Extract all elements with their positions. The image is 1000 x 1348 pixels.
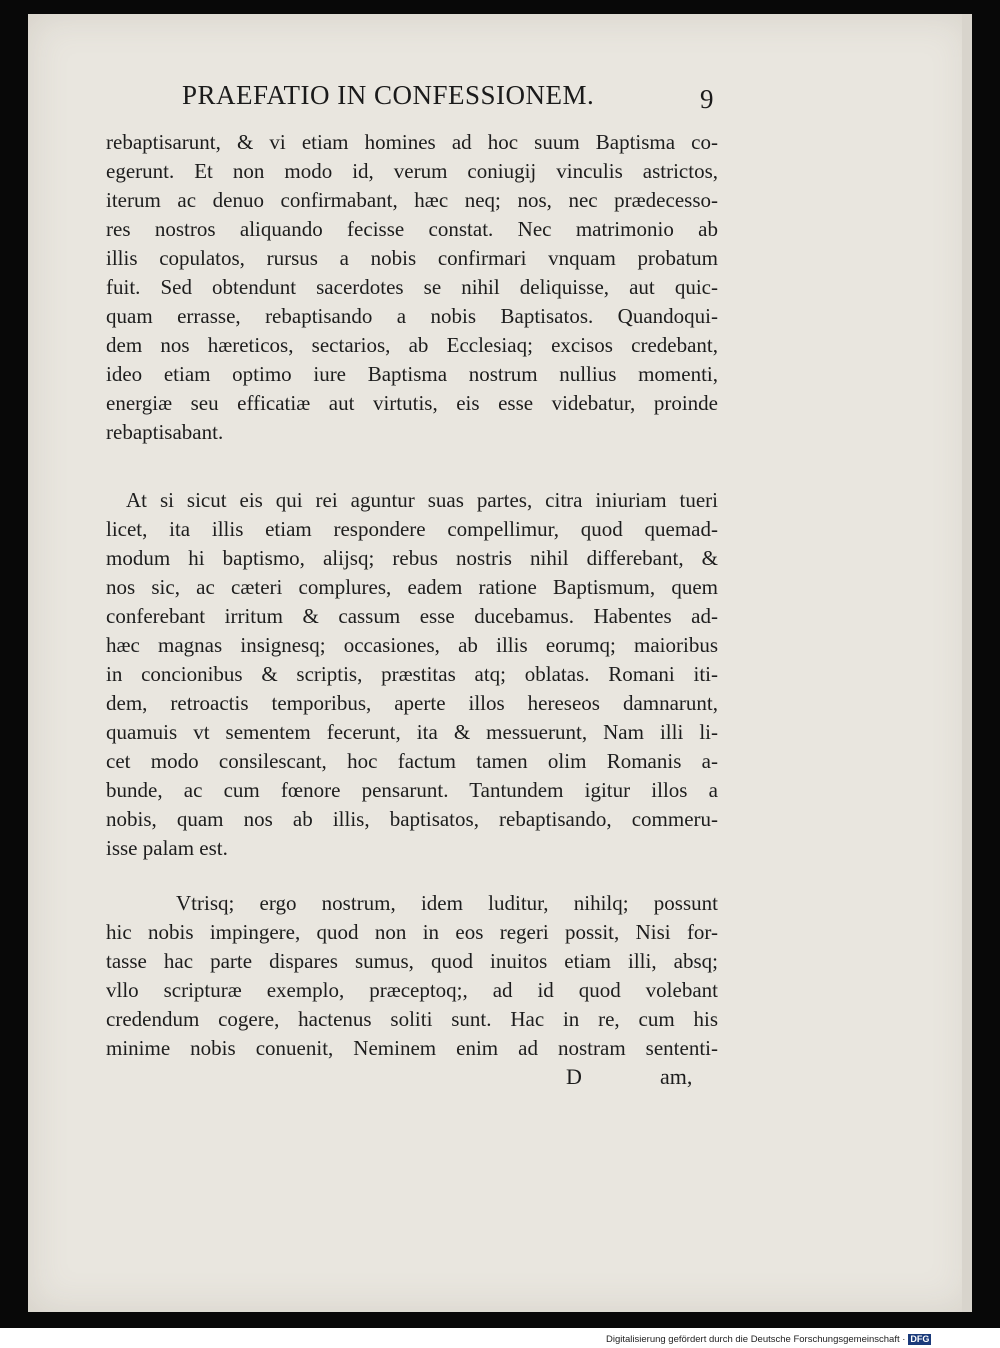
paragraph-3 <box>106 889 718 1063</box>
text-line: hæc magnas insignesq; occasiones, ab illis eorumq; maioribus <box>106 633 718 657</box>
book-page <box>28 14 972 1312</box>
text-line: quamuis vt sementem fecerunt, ita & messuerunt, Nam illi li- <box>106 720 718 744</box>
text-line: dem nos hæreticos, sectarios, ab Ecclesiaq; excisos credebant, <box>106 333 718 357</box>
text-line: in concionibus & scriptis, præstitas atq; oblatas. Romani iti- <box>106 662 718 686</box>
text-line: cet modo consilescant, hoc factum tamen olim Romanis a- <box>106 749 718 773</box>
catchword: am, <box>660 1064 693 1089</box>
text-line: credendum cogere, hactenus soliti sunt. Hac in re, cum his <box>106 1007 718 1031</box>
text-line: energiæ seu efficatiæ aut virtutis, eis esse videbatur, proinde <box>106 391 718 415</box>
paragraph-2 <box>106 486 718 863</box>
text-line: iterum ac denuo confirmabant, hæc neq; nos, nec prædecesso- <box>106 188 718 212</box>
text-line: bunde, ac cum fœnore pensarunt. Tantundem igitur illos a <box>106 778 718 802</box>
signature-mark: D <box>566 1064 582 1089</box>
text-line: tasse hac parte dispares sumus, quod inuitos etiam illi, absq; <box>106 949 718 973</box>
text-line: ideo etiam optimo iure Baptisma nostrum nullius momenti, <box>106 362 718 386</box>
text-line: res nostros aliquando fecisse constat. Nec matrimonio ab <box>106 217 718 241</box>
text-line: rebaptisarunt, & vi etiam homines ad hoc suum Baptisma co- <box>106 130 718 154</box>
folio-mark: 9 <box>700 84 714 114</box>
digitization-credit <box>606 1334 931 1345</box>
text-line: egerunt. Et non modo id, verum coniugij vinculis astrictos, <box>106 159 718 183</box>
text-line: licet, ita illis etiam respondere compellimur, quod quemad- <box>106 517 718 541</box>
text-line: modum hi baptismo, alijsq; rebus nostris nihil differebant, & <box>106 546 718 570</box>
text-line: rebaptisabant. <box>106 420 224 444</box>
running-title: PRAEFATIO IN CONFESSIONEM. <box>182 80 595 110</box>
page-edge <box>962 14 972 1312</box>
text-line: dem, retroactis temporibus, aperte illos hereseos damnarunt, <box>106 691 718 715</box>
text-line: conferebant irritum & cassum esse ducebamus. Habentes ad- <box>106 604 718 628</box>
credit-text: Digitalisierung gefördert durch die Deutsche Forschungsgemeinschaft · <box>606 1334 906 1346</box>
text-line: vllo scripturæ exemplo, præceptoq;, ad id quod volebant <box>106 978 718 1002</box>
text-line: Vtrisq; ergo nostrum, idem luditur, nihilq; possunt <box>176 891 718 915</box>
text-line: hic nobis impingere, quod non in eos regeri possit, Nisi for- <box>106 920 718 944</box>
text-line: nobis, quam nos ab illis, baptisatos, rebaptisando, commeru- <box>106 807 718 831</box>
text-line: nos sic, ac cæteri complures, eadem ratione Baptismum, quem <box>106 575 718 599</box>
dfg-logo-icon: DFG <box>910 1334 930 1344</box>
text-line: quam errasse, rebaptisando a nobis Baptisatos. Quandoqui- <box>106 304 718 328</box>
text-line: fuit. Sed obtendunt sacerdotes se nihil deliquisse, aut quic- <box>106 275 718 299</box>
text-line: illis copulatos, rursus a nobis confirmari vnquam probatum <box>106 246 718 270</box>
text-line: At si sicut eis qui rei aguntur suas partes, citra iniuriam tueri <box>126 488 718 512</box>
paragraph-1 <box>106 128 718 447</box>
text-line: isse palam est. <box>106 836 228 860</box>
text-line: minime nobis conuenit, Neminem enim ad nostram sententi- <box>106 1036 718 1060</box>
